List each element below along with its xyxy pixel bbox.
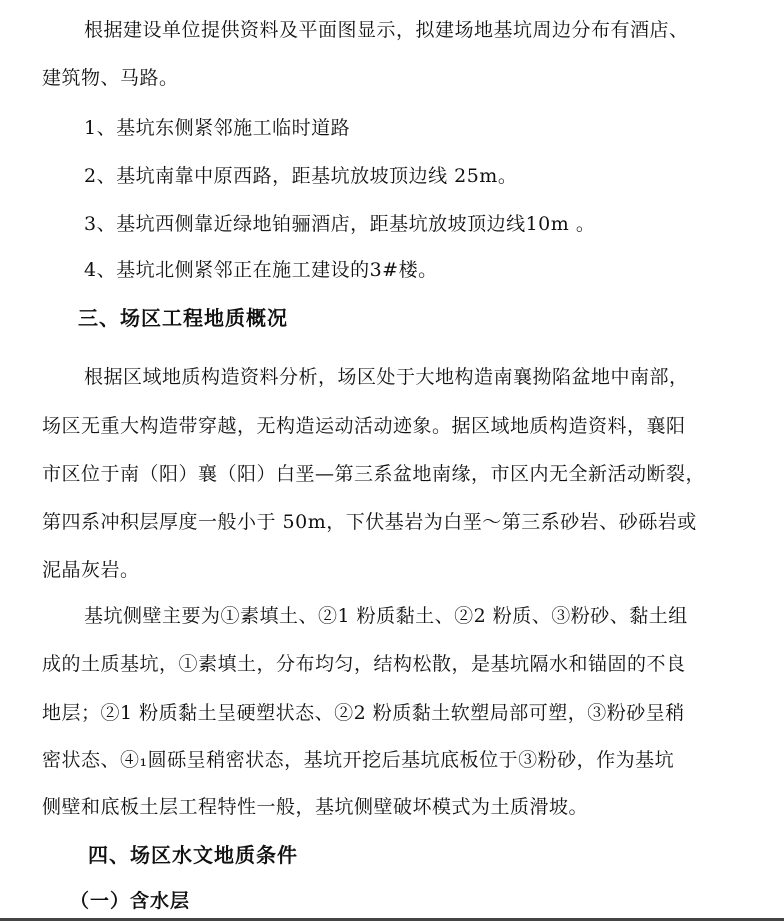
list-item-3: 3、基坑西侧靠近绿地铂骊酒店，距基坑放坡顶边线10m 。 (84, 213, 596, 235)
geology-para1-line-4: 第四系冲积层厚度一般小于 50m，下伏基岩为白垩～第三系砂岩、砂砾岩或 (42, 511, 697, 533)
section-four-heading: 四、场区水文地质条件 (88, 843, 298, 867)
list-item-1: 1、基坑东侧紧邻施工临时道路 (84, 117, 351, 139)
geology-para2-line-1: 基坑侧壁主要为①素填土、②1 粉质黏土、②2 粉质、③粉砂、黏土组 (84, 605, 688, 627)
geology-para2-line-5: 侧壁和底板土层工程特性一般，基坑侧壁破坏模式为土质滑坡。 (42, 796, 589, 818)
geology-para1-line-1: 根据区域地质构造资料分析，场区处于大地构造南襄拗陷盆地中南部， (84, 366, 689, 388)
list-item-4: 4、基坑北侧紧邻正在施工建设的3#楼。 (84, 259, 438, 281)
list-item-2: 2、基坑南靠中原西路，距基坑放坡顶边线 25m。 (84, 165, 518, 187)
geology-para2-line-3: 地层；②1 粉质黏土呈硬塑状态、②2 粉质黏土软塑局部可塑，③粉砂呈稍 (42, 702, 685, 724)
section-three-heading: 三、场区工程地质概况 (78, 306, 288, 330)
geology-para1-line-3: 市区位于南（阳）襄（阳）白垩—第三系盆地南缘，市区内无全新活动断裂， (42, 463, 706, 485)
geology-para1-line-5: 泥晶灰岩。 (42, 559, 140, 581)
geology-para2-line-4: 密状态、④₁圆砾呈稍密状态，基坑开挖后基坑底板位于③粉砂，作为基坑 (42, 749, 675, 771)
intro-text-line-2: 建筑物、马路。 (42, 67, 179, 89)
aquifer-subheading: （一）含水层 (70, 890, 191, 912)
geology-para1-line-2: 场区无重大构造带穿越，无构造运动活动迹象。据区域地质构造资料，襄阳 (42, 415, 686, 437)
geology-para2-line-2: 成的土质基坑，①素填土，分布均匀，结构松散，是基坑隔水和锚固的不良 (42, 653, 686, 675)
intro-text-line-1: 根据建设单位提供资料及平面图显示，拟建场地基坑周边分布有酒店、 (84, 19, 689, 41)
